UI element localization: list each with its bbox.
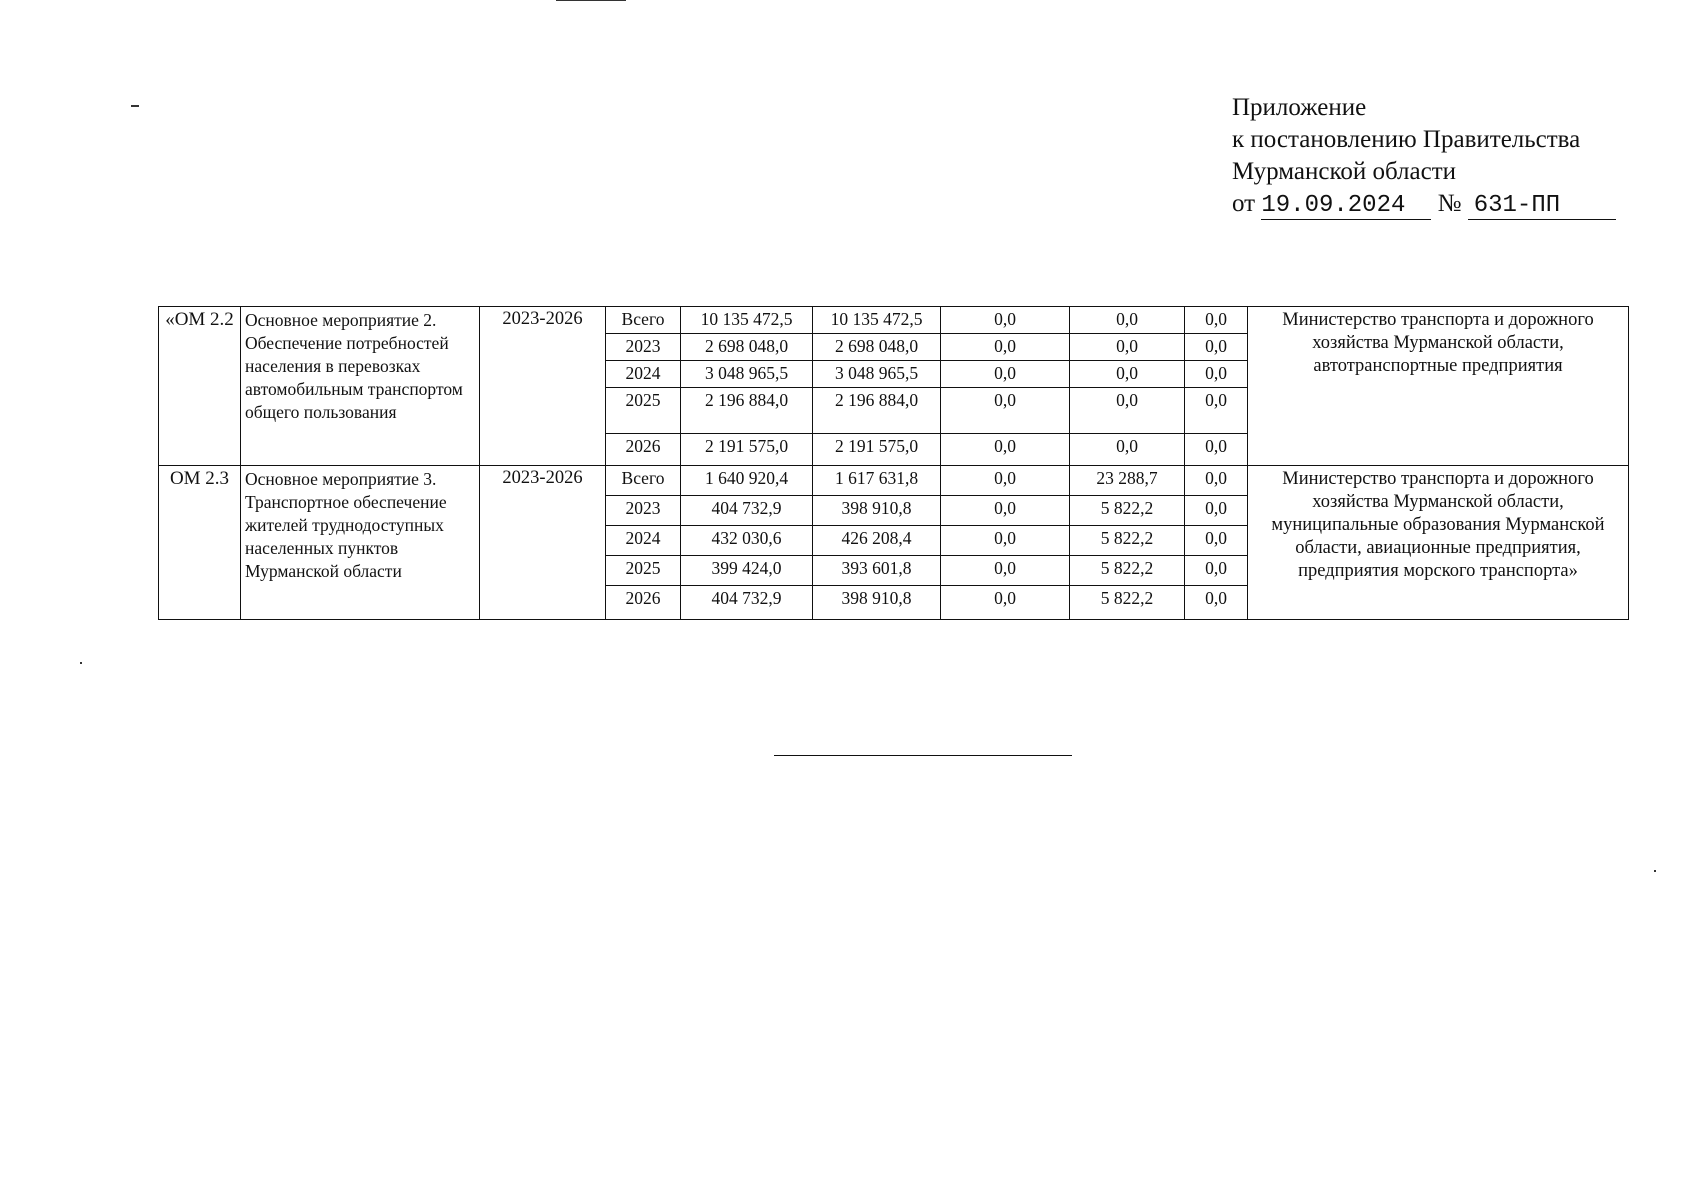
regional-budget-cell: 2 698 048,0: [813, 334, 941, 361]
total-cell: 2 196 884,0: [681, 388, 813, 434]
number-field: [1468, 191, 1616, 220]
approval-header: [1232, 92, 1616, 220]
header-line-3: Мурманской области: [1232, 158, 1457, 185]
other-sources-cell: 0,0: [1185, 586, 1248, 620]
responsible-executors: Министерство транспорта и дорожного хозяйства Мурманской области, муниципальные образования Мурманской области, авиационные предприятия, предприятия морского транспорта»: [1248, 466, 1629, 620]
total-cell: 432 030,6: [681, 526, 813, 556]
year-cell: 2023: [606, 334, 681, 361]
regional-budget-cell: 398 910,8: [813, 586, 941, 620]
federal-budget-cell: 0,0: [941, 586, 1070, 620]
scan-artifact-dot: [1654, 870, 1656, 872]
regional-budget-cell: 1 617 631,8: [813, 466, 941, 496]
regional-budget-cell: 3 048 965,5: [813, 361, 941, 388]
total-cell: 399 424,0: [681, 556, 813, 586]
measure-code: «ОМ 2.2: [159, 307, 241, 466]
table-body: [159, 307, 1629, 620]
year-cell: 2026: [606, 586, 681, 620]
end-line: [774, 755, 1072, 756]
scan-artifact-dot: [80, 662, 82, 664]
local-budget-cell: 0,0: [1070, 434, 1185, 466]
local-budget-cell: 5 822,2: [1070, 556, 1185, 586]
scan-artifact-top: [556, 0, 626, 1]
year-cell: 2026: [606, 434, 681, 466]
other-sources-cell: 0,0: [1185, 496, 1248, 526]
local-budget-cell: 5 822,2: [1070, 496, 1185, 526]
total-cell: 3 048 965,5: [681, 361, 813, 388]
local-budget-cell: 0,0: [1070, 361, 1185, 388]
total-cell: 1 640 920,4: [681, 466, 813, 496]
responsible-executors: Министерство транспорта и дорожного хозяйства Мурманской области, автотранспортные предприятия: [1248, 307, 1629, 466]
date-prefix: от: [1232, 190, 1256, 217]
table-row: [159, 466, 1629, 496]
total-cell: 10 135 472,5: [681, 307, 813, 334]
federal-budget-cell: 0,0: [941, 434, 1070, 466]
other-sources-cell: 0,0: [1185, 388, 1248, 434]
total-cell: 404 732,9: [681, 496, 813, 526]
header-line-2: к постановлению Правительства: [1232, 126, 1581, 153]
federal-budget-cell: 0,0: [941, 466, 1070, 496]
total-cell: 404 732,9: [681, 586, 813, 620]
federal-budget-cell: 0,0: [941, 334, 1070, 361]
other-sources-cell: 0,0: [1185, 556, 1248, 586]
year-cell: 2025: [606, 388, 681, 434]
year-cell: 2023: [606, 496, 681, 526]
measure-code: ОМ 2.3: [159, 466, 241, 620]
measure-name: Основное мероприятие 3. Транспортное обеспечение жителей труднодоступных населенных пунктов Мурманской области: [241, 466, 480, 620]
funding-table: [158, 306, 1629, 620]
federal-budget-cell: 0,0: [941, 526, 1070, 556]
number-value: 631-ПП: [1473, 192, 1561, 219]
regional-budget-cell: 393 601,8: [813, 556, 941, 586]
local-budget-cell: 0,0: [1070, 388, 1185, 434]
regional-budget-cell: 426 208,4: [813, 526, 941, 556]
date-value: 19.09.2024: [1261, 192, 1406, 219]
total-cell: 2 191 575,0: [681, 434, 813, 466]
local-budget-cell: 5 822,2: [1070, 586, 1185, 620]
measure-period: 2023-2026: [480, 307, 606, 466]
measure-name: Основное мероприятие 2. Обеспечение потребностей населения в перевозках автомобильным транспортом общего пользования: [241, 307, 480, 466]
regional-budget-cell: 2 196 884,0: [813, 388, 941, 434]
regional-budget-cell: 10 135 472,5: [813, 307, 941, 334]
local-budget-cell: 23 288,7: [1070, 466, 1185, 496]
federal-budget-cell: 0,0: [941, 556, 1070, 586]
measure-period: 2023-2026: [480, 466, 606, 620]
year-cell: Всего: [606, 466, 681, 496]
header-line-1: Приложение: [1232, 94, 1367, 121]
local-budget-cell: 5 822,2: [1070, 526, 1185, 556]
header-date-line: [1232, 188, 1616, 220]
other-sources-cell: 0,0: [1185, 466, 1248, 496]
regional-budget-cell: 2 191 575,0: [813, 434, 941, 466]
other-sources-cell: 0,0: [1185, 434, 1248, 466]
other-sources-cell: 0,0: [1185, 334, 1248, 361]
year-cell: 2024: [606, 526, 681, 556]
local-budget-cell: 0,0: [1070, 334, 1185, 361]
total-cell: 2 698 048,0: [681, 334, 813, 361]
local-budget-cell: 0,0: [1070, 307, 1185, 334]
other-sources-cell: 0,0: [1185, 526, 1248, 556]
federal-budget-cell: 0,0: [941, 496, 1070, 526]
year-cell: 2024: [606, 361, 681, 388]
regional-budget-cell: 398 910,8: [813, 496, 941, 526]
federal-budget-cell: 0,0: [941, 388, 1070, 434]
federal-budget-cell: 0,0: [941, 307, 1070, 334]
federal-budget-cell: 0,0: [941, 361, 1070, 388]
year-cell: 2025: [606, 556, 681, 586]
table-row: [159, 307, 1629, 334]
scan-artifact-left: [131, 105, 139, 107]
other-sources-cell: 0,0: [1185, 307, 1248, 334]
date-field: [1261, 191, 1431, 220]
year-cell: Всего: [606, 307, 681, 334]
other-sources-cell: 0,0: [1185, 361, 1248, 388]
number-sign: №: [1437, 190, 1462, 217]
